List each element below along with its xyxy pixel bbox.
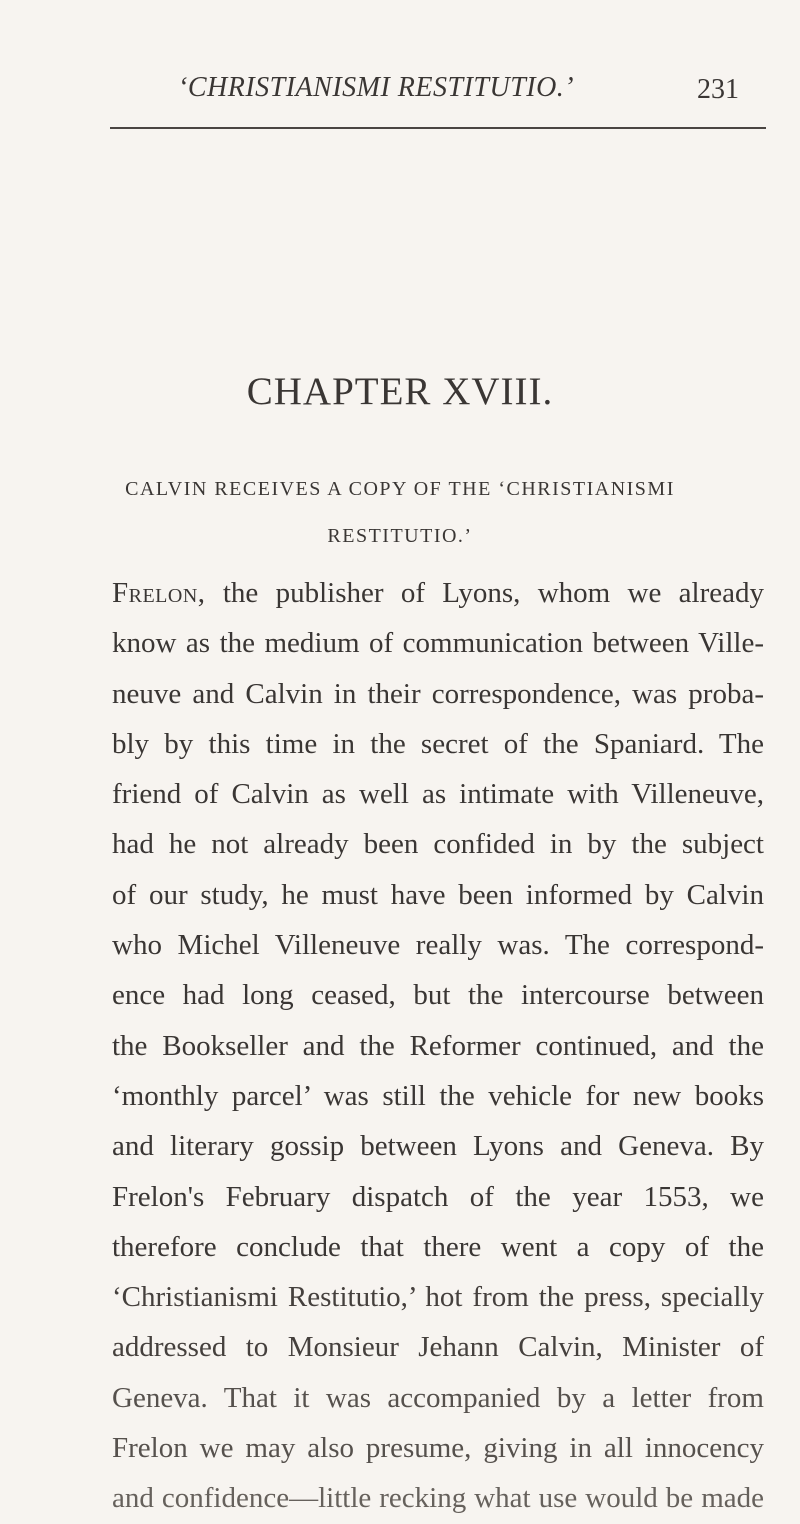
body-line: the Bookseller and the Reformer continued, and the — [112, 1029, 764, 1062]
chapter-subtitle — [40, 466, 760, 560]
chapter-subtitle-line: RESTITUTIO.’ — [327, 525, 473, 547]
body-line: who Michel Villeneuve really was. The correspond- — [112, 929, 764, 962]
header-rule — [110, 127, 766, 129]
body-line: therefore conclude that there went a copy of the — [112, 1230, 764, 1263]
body-line: addressed to Monsieur Jehann Calvin, Minister of — [112, 1331, 764, 1364]
body-line: ‘monthly parcel’ was still the vehicle for new books — [112, 1079, 764, 1112]
body-line: had he not already been confided in by the subject — [112, 828, 764, 861]
running-head — [0, 72, 800, 112]
body-line: Frelon, the publisher of Lyons, whom we already — [112, 577, 764, 609]
body-line: neuve and Calvin in their correspondence, was proba- — [112, 677, 764, 710]
chapter-heading: CHAPTER XVIII. — [246, 370, 554, 413]
body-line: and literary gossip between Lyons and Geneva. By — [112, 1130, 764, 1163]
body-line: of our study, he must have been informed by Calvin — [112, 878, 764, 911]
chapter-subtitle-line: CALVIN RECEIVES A COPY OF THE ‘CHRISTIANISMI — [125, 478, 675, 500]
body-line: Frelon's February dispatch of the year 1553, we — [112, 1180, 764, 1213]
body-line: Geneva. That it was accompanied by a letter from — [112, 1381, 764, 1414]
running-title: ‘CHRISTIANISMI RESTITUTIO.’ — [178, 72, 575, 103]
body-line: Frelon we may also presume, giving in all innocency — [112, 1432, 764, 1465]
body-line: bly by this time in the secret of the Spaniard. The — [112, 727, 764, 760]
body-line: know as the medium of communication between Ville- — [112, 627, 764, 660]
opening-word: Frelon, — [112, 577, 206, 609]
body-line: ence had long ceased, but the intercourse between — [112, 979, 764, 1012]
page-number: 231 — [697, 74, 739, 105]
body-line: ‘Christianismi Restitutio,’ hot from the press, specially — [112, 1281, 764, 1314]
body-text — [112, 568, 764, 1524]
body-line: and confidence—little recking what use would be made — [112, 1482, 764, 1515]
body-line: friend of Calvin as well as intimate with Villeneuve, — [112, 778, 764, 811]
